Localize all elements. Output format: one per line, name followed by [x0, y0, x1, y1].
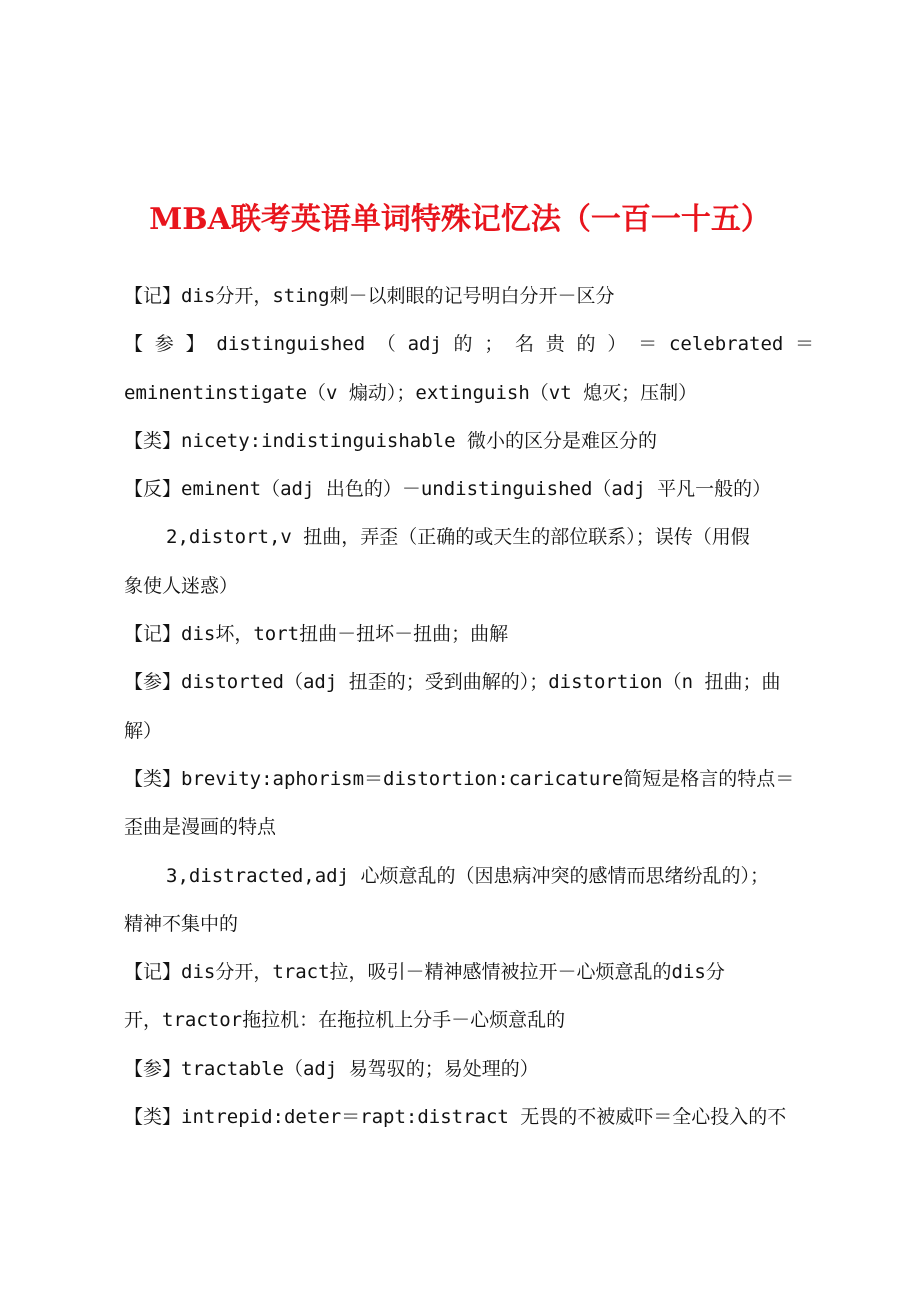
- text-line: 开，tractor拖拉机：在拖拉机上分手－心烦意乱的: [124, 1009, 566, 1032]
- text-line: 解）: [124, 719, 163, 742]
- text-line: 2,distort,v 扭曲，弄歪（正确的或天生的部位联系）；误传（用假: [166, 526, 750, 549]
- text-line: 【类】brevity:aphorism＝distortion:caricature简短是格言的特点＝: [124, 767, 795, 790]
- text-line: 【反】eminent（adj 出色的）－undistinguished（adj 平凡一般的）: [124, 478, 772, 501]
- text-line: 歪曲是漫画的特点: [124, 816, 277, 839]
- text-line: 【类】nicety:indistinguishable 微小的区分是难区分的: [124, 429, 657, 452]
- text-line: 【记】dis坏，tort扭曲－扭坏－扭曲；曲解: [124, 623, 509, 646]
- text-line: 【参】tractable（adj 易驾驭的；易处理的）: [124, 1057, 539, 1080]
- text-line: 象使人迷惑）: [124, 574, 239, 597]
- text-line: 【记】dis分开，tract拉，吸引－精神感情被拉开－心烦意乱的dis分: [124, 961, 725, 984]
- text-line: 【记】dis分开，sting刺－以刺眼的记号明白分开－区分: [124, 285, 615, 307]
- document-body: [124, 272, 814, 1141]
- text-line: eminentinstigate（v 煽动）；extinguish（vt 熄灭；压制）: [124, 381, 698, 404]
- text-line: 【参】distorted（adj 扭歪的；受到曲解的）；distortion（n 扭曲；曲: [124, 671, 781, 694]
- text-line: 精神不集中的: [124, 912, 239, 935]
- document-title: MBA联考英语单词特殊记忆法（一百一十五）: [149, 202, 771, 237]
- text-line: 【 参 】 distinguished （ adj 的 ； 名 贵 的 ） ＝ celebrated ＝: [124, 333, 814, 356]
- text-line: 【类】intrepid:deter＝rapt:distract 无畏的不被威吓＝全心投入的不: [124, 1106, 787, 1129]
- text-line: 3,distracted,adj 心烦意乱的（因患病冲突的感情而思绪纷乱的）；: [166, 864, 769, 887]
